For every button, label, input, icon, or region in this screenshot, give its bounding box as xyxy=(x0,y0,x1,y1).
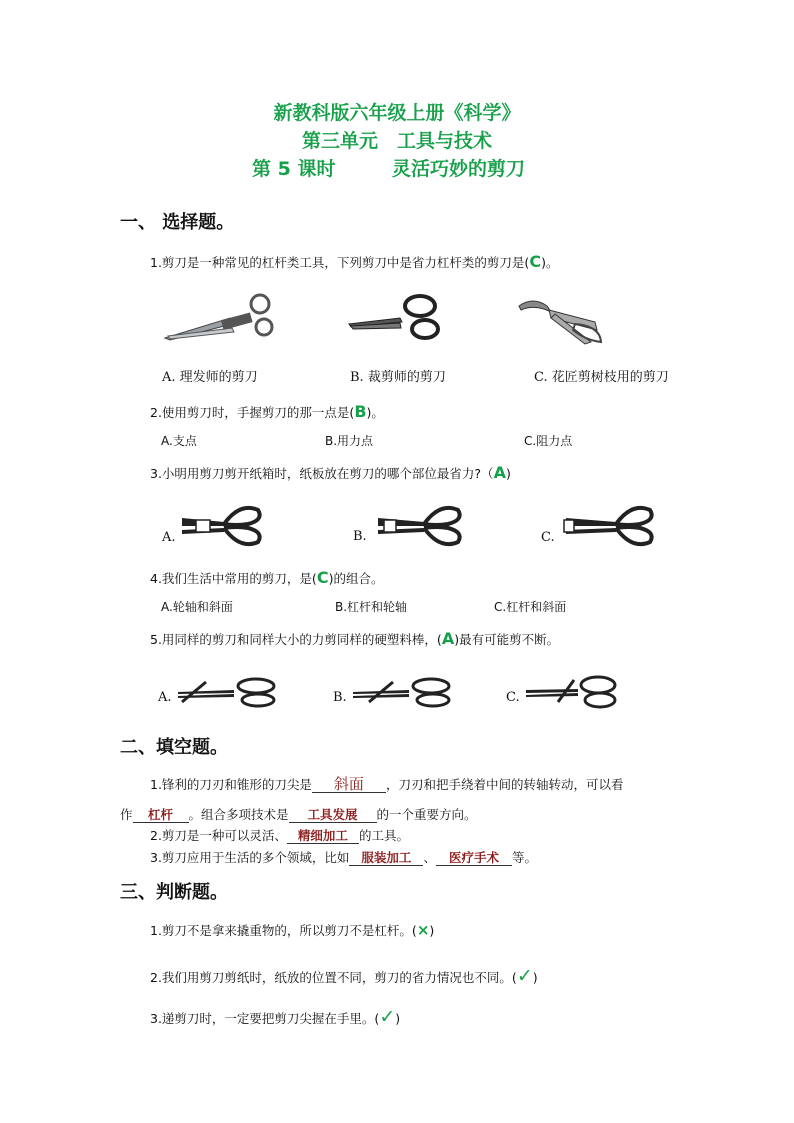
q2-option-b: B.用力点 xyxy=(325,434,374,448)
question-5 xyxy=(150,629,559,648)
title-line-3-left: 第 5 课时 xyxy=(252,158,336,180)
question-text: 5.用同样的剪刀和同样大小的力剪同样的硬塑料棒，( xyxy=(150,632,442,647)
q5-option-b-label: B. xyxy=(333,690,347,705)
question-text: )。 xyxy=(366,405,384,420)
answer-mark: C xyxy=(316,568,329,587)
answer-mark: A xyxy=(441,629,455,648)
q2-option-a: A.支点 xyxy=(161,434,197,448)
section-heading-choice: 一、 选择题。 xyxy=(120,212,235,233)
q3-option-b-label: B. xyxy=(353,529,367,544)
q1-option-b: B. 裁剪师的剪刀 xyxy=(350,370,446,385)
question-text: 、 xyxy=(423,850,436,865)
judge-question-1 xyxy=(150,921,434,939)
scissors-cardboard-middle-image xyxy=(374,500,469,552)
answer-blank: 工具发展 xyxy=(289,807,377,823)
fill-question-3 xyxy=(150,848,537,866)
q1-option-c: C. 花匠剪树枝用的剪刀 xyxy=(534,370,669,385)
title-line-1: 新教科版六年级上册《科学》 xyxy=(273,102,521,124)
question-4 xyxy=(150,568,383,587)
question-text: ) xyxy=(395,1011,401,1026)
question-text: )最有可能剪不断。 xyxy=(454,632,560,647)
question-text: 1.剪刀不是拿来撬重物的，所以剪刀不是杠杆。( xyxy=(150,923,417,938)
question-text: 3.小明用剪刀剪开纸箱时，纸板放在剪刀的哪个部位最省力?（ xyxy=(150,466,494,481)
cross-mark-icon: × xyxy=(416,921,430,939)
question-2 xyxy=(150,402,384,421)
question-text: ，刀刃和把手绕着中间的转轴转动，可以看 xyxy=(385,777,624,792)
fill-question-1-line-2 xyxy=(120,805,477,823)
judge-question-2 xyxy=(150,965,538,987)
q4-option-c: C.杠杆和斜面 xyxy=(494,600,567,614)
scissors-rod-near-pivot-image xyxy=(524,672,619,710)
question-text: 1.锋利的刀刃和锥形的刀尖是 xyxy=(150,777,312,792)
question-text: ) xyxy=(532,970,538,985)
question-text: )。 xyxy=(541,255,559,270)
q5-option-a-label: A. xyxy=(158,690,172,705)
section-heading-true-false: 三、判断题。 xyxy=(120,882,228,903)
scissors-rod-at-middle-image xyxy=(351,674,456,710)
q2-option-c: C.阻力点 xyxy=(524,434,573,448)
answer-blank: 医疗手术 xyxy=(436,850,512,866)
title-line-2: 第三单元 工具与技术 xyxy=(301,130,492,152)
fill-question-1-line-1 xyxy=(150,775,623,793)
question-text: 1.剪刀是一种常见的杠杆类工具，下列剪刀中是省力杠杆类的剪刀是( xyxy=(150,255,530,270)
question-text: ) xyxy=(505,466,511,481)
question-text: 等。 xyxy=(511,850,537,865)
question-text: 2.剪刀是一种可以灵活、 xyxy=(150,828,287,843)
q3-option-c-label: C. xyxy=(541,530,555,545)
section-heading-fill-blank: 二、填空题。 xyxy=(120,737,228,758)
answer-blank: 服装加工 xyxy=(349,850,423,866)
scissors-cardboard-tip-image xyxy=(562,500,662,552)
question-1 xyxy=(150,252,558,271)
check-mark-icon: ✓ xyxy=(379,1006,396,1028)
answer-blank: 精细加工 xyxy=(287,828,359,844)
scissors-cardboard-near-pivot-image xyxy=(178,500,268,552)
answer-blank: 杠杆 xyxy=(133,807,189,823)
question-text: 4.我们生活中常用的剪刀，是( xyxy=(150,571,317,586)
barber-scissors-image xyxy=(160,290,280,345)
answer-blank: 斜面 xyxy=(312,777,386,793)
answer-mark: A xyxy=(493,463,506,482)
question-text: 2.我们用剪刀剪纸时，纸放的位置不同，剪刀的省力情况也不同。( xyxy=(150,970,517,985)
question-text: 作 xyxy=(120,807,133,822)
question-text: 2.使用剪刀时，手握剪刀的那一点是( xyxy=(150,405,355,420)
judge-question-3 xyxy=(150,1006,400,1028)
question-text: ) xyxy=(429,923,435,938)
question-text: )的组合。 xyxy=(328,571,384,586)
question-3 xyxy=(150,463,511,482)
scissors-rod-at-tip-image xyxy=(176,674,281,710)
fill-question-2 xyxy=(150,826,409,844)
q3-option-a-label: A. xyxy=(162,530,176,545)
title-line-3-right: 灵活巧妙的剪刀 xyxy=(392,158,526,180)
q5-option-c-label: C. xyxy=(506,690,520,705)
question-text: 。组合多项技术是 xyxy=(188,807,289,822)
q4-option-a: A.轮轴和斜面 xyxy=(161,600,233,614)
tailor-scissors-image xyxy=(345,292,445,342)
question-text: 3.递剪刀时，一定要把剪刀尖握在手里。( xyxy=(150,1011,380,1026)
answer-mark: B xyxy=(354,402,367,421)
garden-shears-image xyxy=(515,292,605,352)
check-mark-icon: ✓ xyxy=(516,965,533,987)
question-text: 的一个重要方向。 xyxy=(376,807,477,822)
question-text: 的工具。 xyxy=(358,828,409,843)
q1-option-a: A. 理发师的剪刀 xyxy=(162,370,258,385)
answer-mark: C xyxy=(529,252,542,271)
q4-option-b: B.杠杆和轮轴 xyxy=(335,600,408,614)
question-text: 3.剪刀应用于生活的多个领域，比如 xyxy=(150,850,350,865)
